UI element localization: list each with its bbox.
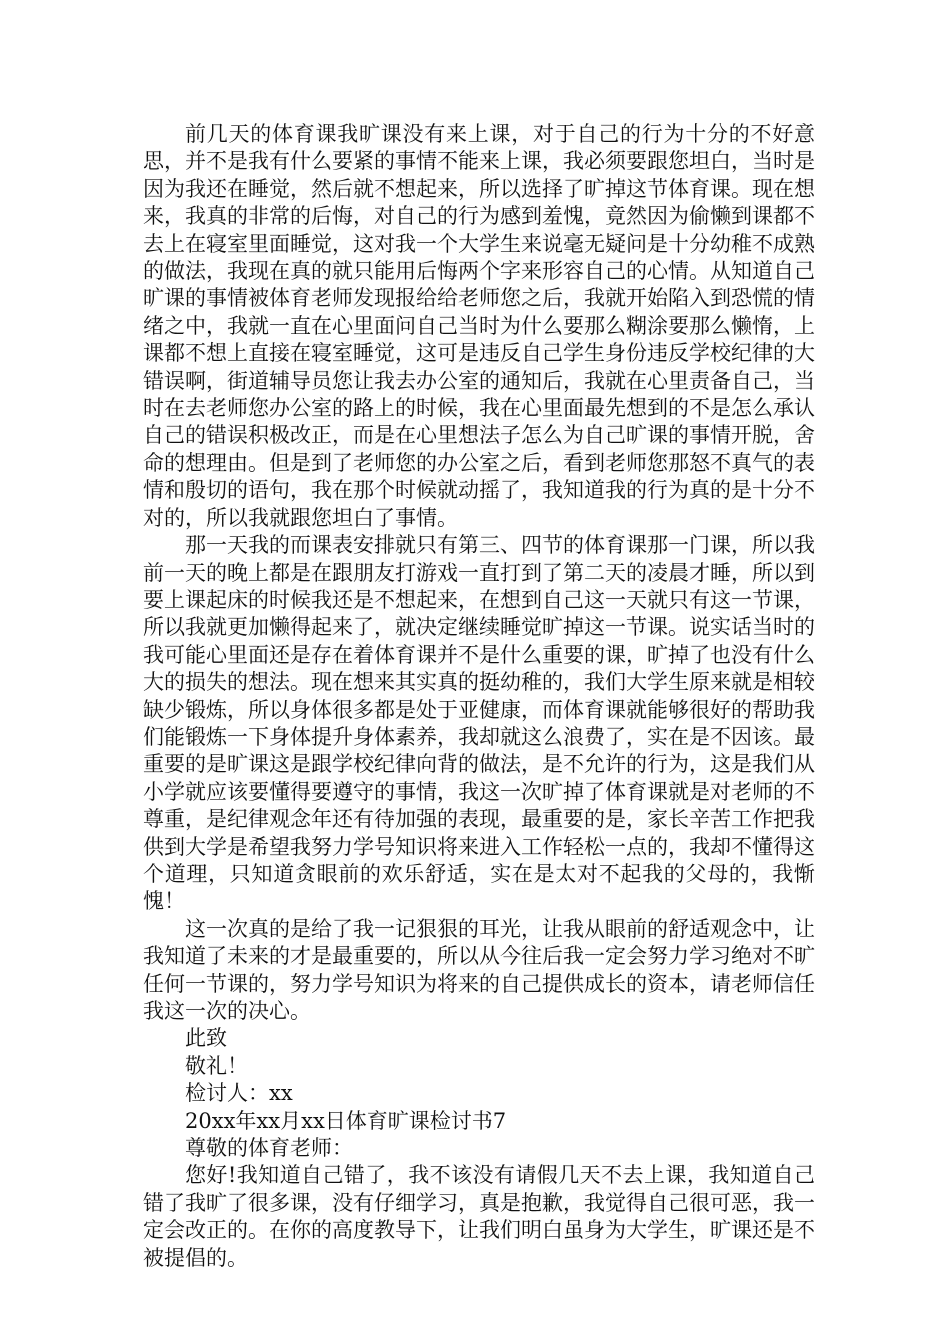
signature-line: 检讨人：xx [185, 1081, 293, 1106]
closing-salutation: 此致 [185, 1026, 227, 1051]
paragraph-next-letter: 您好!我知道自己错了，我不该没有请假几天不去上课，我知道自己错了我旷了很多课，没有仔细学习，真是抱歉，我觉得自己很可恶，我一定会改正的。在你的高度教导下，让我们明白虽身为大学生，旷课还是不被提倡的。 [143, 1163, 815, 1270]
paragraph-confession: 前几天的体育课我旷课没有来上课，对于自己的行为十分的不好意思，并不是我有什么要紧的事情不能来上课，我必须要跟您坦白，当时是因为我还在睡觉，然后就不想起来，所以选择了旷掉这节体育课。现在想来，我真的非常的后悔，对自己的行为感到羞愧，竟然因为偷懒到课都不去上在寝室里面睡觉，这对我一个大学生来说毫无疑问是十分幼稚不成熟的做法，我现在真的就只能用后悔两个字来形容自己的心情。从知道自己旷课的事情被体育老师发现报给给老师您之后，我就开始陷入到恐慌的情绪之中，我就一直在心里面问自己当时为什么要那么糊涂要那么懒惰，上课都不想上直接在寝室睡觉，这可是违反自己学生身份违反学校纪律的大错误啊，街道辅导员您让我去办公室的通知后，我就在心里责备自己，当时在去老师您办公室的路上的时候，我在心里面最先想到的不是怎么承认自己的错误积极改正，而是在心里想法子怎么为自己旷课的事情开脱，舍命的想理由。但是到了老师您的办公室之后，看到老师您那怒不真气的表情和殷切的语句，我在那个时候就动摇了，我知道我的行为真的是十分不对的，所以我就跟您坦白了事情。 [143, 122, 815, 530]
date-and-next-title: 20xx年xx月xx日体育旷课检讨书7 [185, 1108, 507, 1133]
document-body [143, 121, 815, 1272]
next-letter-greeting: 尊敬的体育老师： [185, 1136, 353, 1161]
paragraph-resolution: 这一次真的是给了我一记狠狠的耳光，让我从眼前的舒适观念中，让我知道了未来的才是最重要的，所以从今往后我一定会努力学习绝对不旷任何一节课的，努力学号知识为将来的自己提供成长的资本，请老师信任我这一次的决心。 [143, 916, 815, 1023]
closing-regards: 敬礼！ [185, 1053, 248, 1078]
paragraph-reason: 那一天我的而课表安排就只有第三、四节的体育课那一门课，所以我前一天的晚上都是在跟朋友打游戏一直打到了第二天的凌晨才睡，所以到要上课起床的时候我还是不想起来，在想到自己这一天就只有这一节课，所以我就更加懒得起来了，就决定继续睡觉旷掉这一节课。说实话当时的我可能心里面还是存在着体育课并不是什么重要的课，旷掉了也没有什么大的损失的想法。现在想来其实真的挺幼稚的，我们大学生原来就是相较缺少锻炼，所以身体很多都是处于亚健康，而体育课就能够很好的帮助我们能锻炼一下身体提升身体素养，我却就这么浪费了，实在是不因该。最重要的是旷课这是跟学校纪律向背的做法，是不允许的行为，这是我们从小学就应该要懂得要遵守的事情，我这一次旷掉了体育课就是对老师的不尊重，是纪律观念年还有待加强的表现，最重要的是，家长辛苦工作把我供到大学是希望我努力学号知识将来进入工作轻松一点的，我却不懂得这个道理，只知道贪眼前的欢乐舒适，实在是太对不起我的父母的，我惭愧！ [143, 533, 815, 914]
